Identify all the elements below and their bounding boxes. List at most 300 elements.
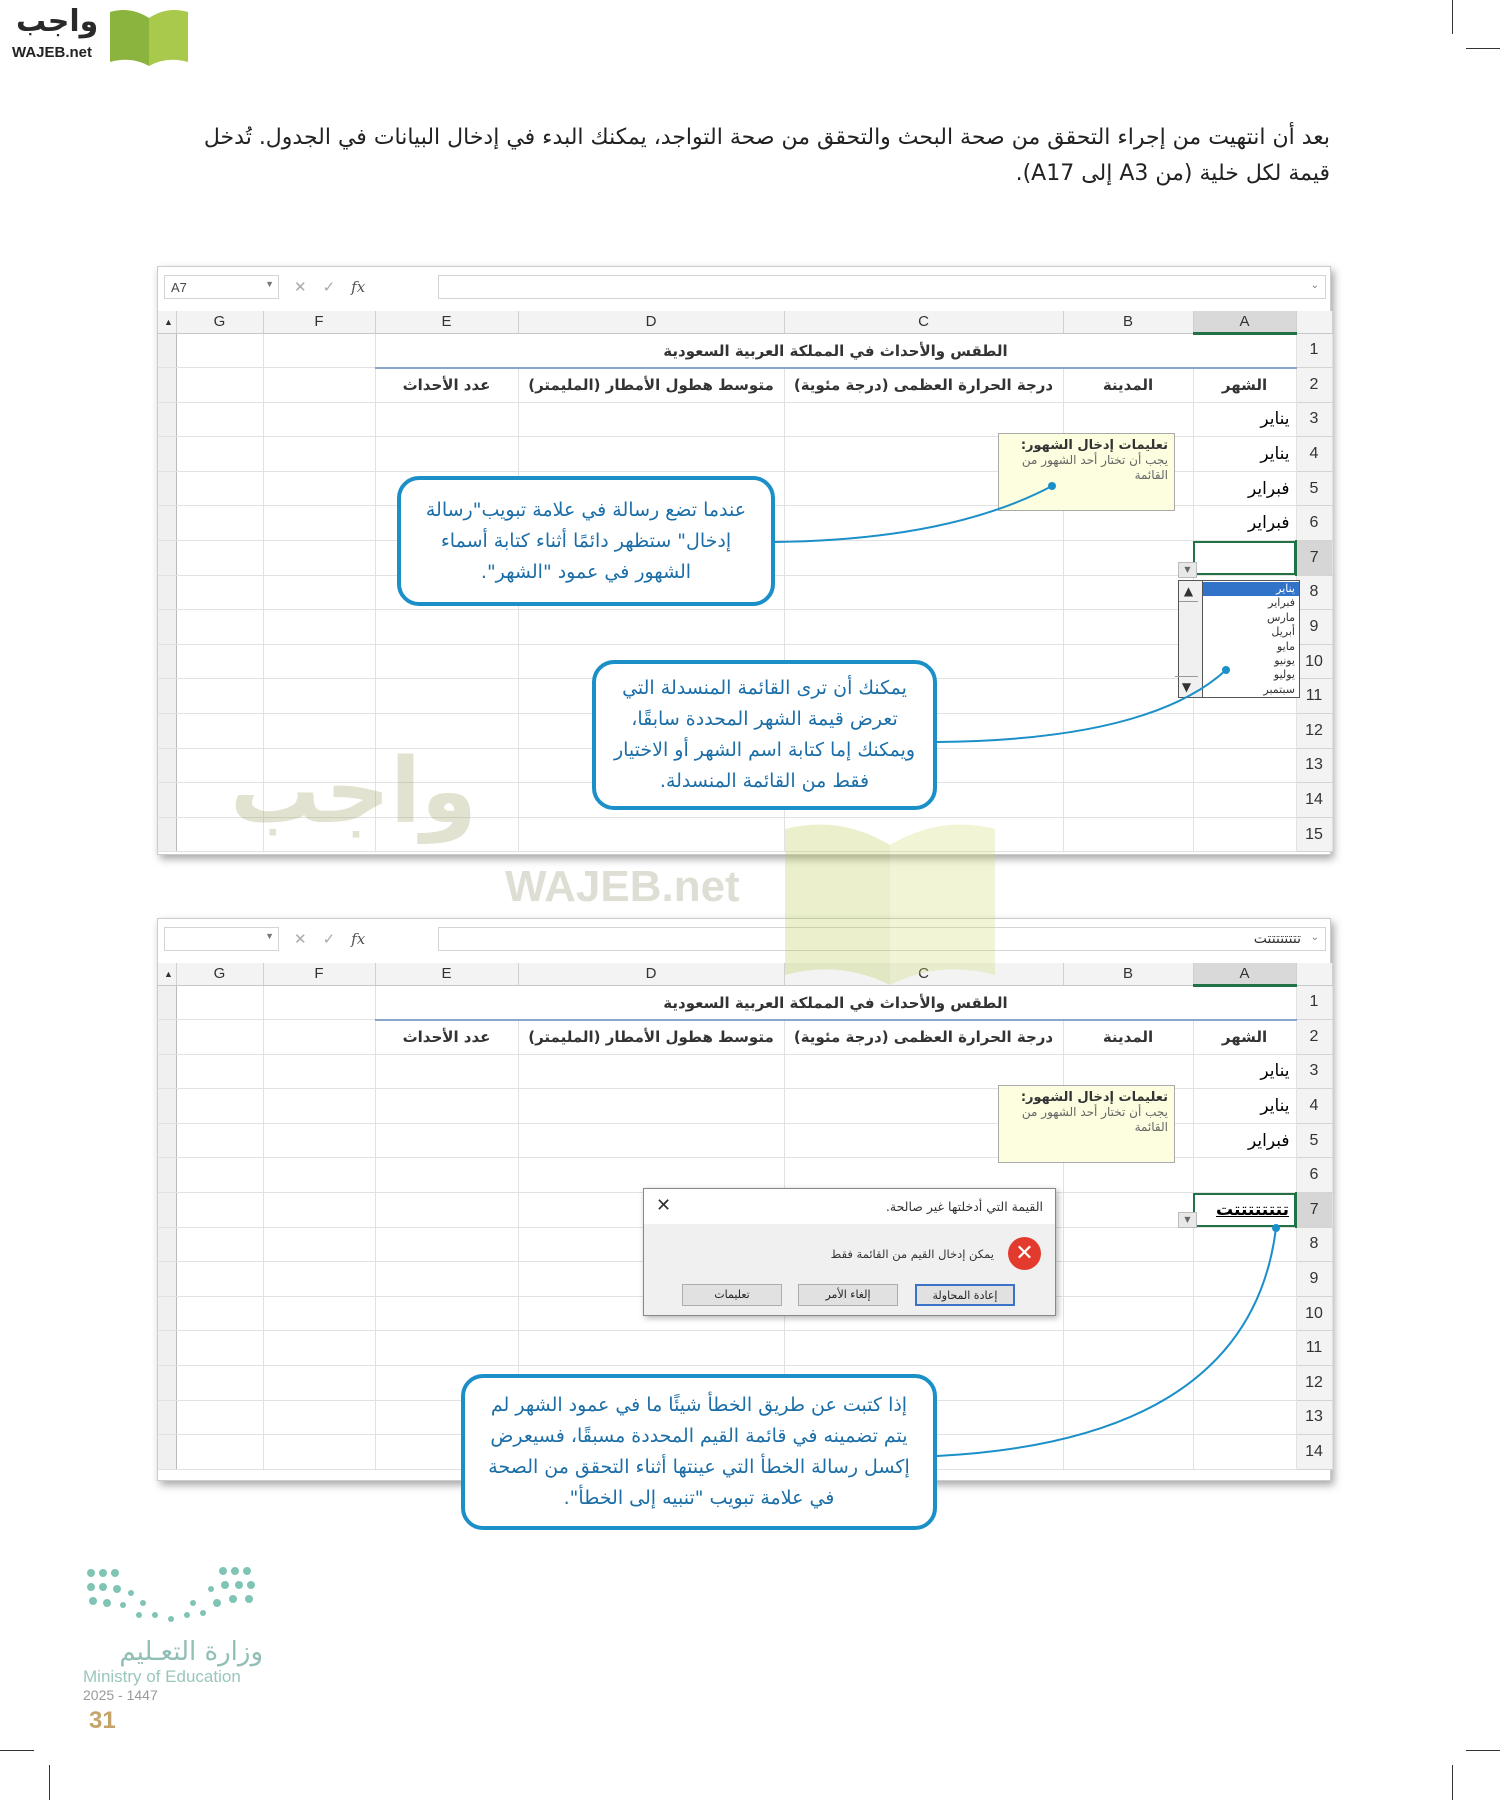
- crop-mark: [1452, 1765, 1453, 1800]
- scrollbar-track[interactable]: [158, 714, 176, 749]
- formula-bar-input[interactable]: [438, 927, 1326, 951]
- select-all-corner[interactable]: [1296, 963, 1332, 985]
- cell[interactable]: [176, 437, 263, 472]
- year-label: 2025 - 1447: [83, 1687, 158, 1703]
- cell[interactable]: [263, 333, 375, 368]
- row-header-5[interactable]: 5: [1296, 471, 1332, 506]
- cell[interactable]: [375, 1089, 518, 1124]
- cell[interactable]: [1063, 714, 1193, 749]
- error-message: يمكن إدخال القيم من القائمة فقط: [830, 1246, 994, 1261]
- scrollbar-track[interactable]: [158, 333, 176, 368]
- cell[interactable]: [176, 610, 263, 645]
- cell[interactable]: [1063, 1366, 1193, 1401]
- scrollbar-track[interactable]: [158, 679, 176, 714]
- sheet-row: [158, 610, 1332, 645]
- cell[interactable]: [263, 783, 375, 818]
- cell[interactable]: [263, 1123, 375, 1158]
- cell-a13[interactable]: [1193, 748, 1296, 783]
- column-header-c[interactable]: C: [784, 963, 1063, 985]
- input-message-tooltip: [998, 433, 1175, 511]
- dropdown-scrollbar[interactable]: [1179, 581, 1203, 697]
- column-header-b[interactable]: B: [1063, 963, 1193, 985]
- callout-error: إذا كتبت عن طريق الخطأ شيئًا ما في عمود الشهر لم يتم تضمينه في قائمة القيم المحددة مسبقًا، فسيعرض إكسل رسالة الخطأ التي عينتها أثناء التحقق من الصحة في علامة تبويب "تنبيه إلى الخطأ".: [461, 1374, 937, 1530]
- cell[interactable]: [263, 1089, 375, 1124]
- cell[interactable]: [1063, 1296, 1193, 1331]
- header-cell-e[interactable]: عدد الأحداث: [375, 1020, 518, 1055]
- row-header-4[interactable]: 4: [1296, 1089, 1332, 1124]
- chevron-down-icon[interactable]: ▼: [265, 931, 274, 941]
- dropdown-arrow-button[interactable]: ▼: [1178, 562, 1197, 578]
- cell[interactable]: [176, 748, 263, 783]
- cell[interactable]: [176, 1296, 263, 1331]
- cell[interactable]: [263, 1435, 375, 1470]
- crop-mark: [49, 1765, 50, 1800]
- sheet-row: [158, 985, 1332, 1020]
- cell[interactable]: [784, 541, 1063, 576]
- tooltip-title: تعليمات إدخال الشهور:: [1020, 1090, 1168, 1105]
- scroll-up-icon[interactable]: ▲: [1179, 581, 1198, 602]
- cell[interactable]: [1063, 1400, 1193, 1435]
- cell-a7[interactable]: تتتتتتتتت: [1193, 1193, 1296, 1228]
- cell[interactable]: [1063, 541, 1193, 576]
- scrollbar-track[interactable]: [158, 783, 176, 818]
- header-cell-d[interactable]: متوسط هطول الأمطار (المليمتر): [518, 368, 784, 403]
- ministry-name-ar: وزارة التعـليم: [119, 1637, 263, 1667]
- cell[interactable]: [784, 506, 1063, 541]
- cell[interactable]: [263, 644, 375, 679]
- scrollbar-track[interactable]: [158, 437, 176, 472]
- help-button[interactable]: تعليمات: [682, 1284, 782, 1306]
- scrollbar-track[interactable]: [158, 748, 176, 783]
- cell-a3[interactable]: يناير: [1193, 1054, 1296, 1089]
- column-header-e[interactable]: E: [375, 311, 518, 333]
- cell[interactable]: [176, 368, 263, 403]
- row-header-5[interactable]: 5: [1296, 1123, 1332, 1158]
- cell[interactable]: [263, 714, 375, 749]
- cell[interactable]: [263, 575, 375, 610]
- scrollbar-track[interactable]: [158, 1262, 176, 1297]
- cell[interactable]: [263, 1158, 375, 1193]
- scrollbar-track[interactable]: [158, 368, 176, 403]
- cell[interactable]: [1063, 1435, 1193, 1470]
- row-header-10[interactable]: 10: [1296, 644, 1332, 679]
- cell[interactable]: [263, 610, 375, 645]
- cell[interactable]: [176, 1123, 263, 1158]
- sheet-row: [158, 1020, 1332, 1055]
- formula-bar-input[interactable]: [438, 275, 1326, 299]
- cell[interactable]: [176, 817, 263, 852]
- cell-a7[interactable]: [1193, 541, 1296, 576]
- row-header-8[interactable]: 8: [1296, 1227, 1332, 1262]
- cell[interactable]: [1063, 1193, 1193, 1228]
- cell-a5[interactable]: فبراير: [1193, 471, 1296, 506]
- dropdown-option[interactable]: مارس: [1267, 610, 1295, 624]
- cell[interactable]: [176, 1227, 263, 1262]
- dropdown-option[interactable]: مايو: [1277, 639, 1295, 653]
- scrollbar-track[interactable]: [158, 1193, 176, 1228]
- cell[interactable]: [263, 817, 375, 852]
- cell[interactable]: [176, 471, 263, 506]
- cell[interactable]: [784, 1054, 1063, 1089]
- cell[interactable]: [375, 714, 518, 749]
- cancel-button[interactable]: إلغاء الأمر: [798, 1284, 898, 1306]
- cell[interactable]: [784, 817, 1063, 852]
- cell-a6[interactable]: فبراير: [1193, 506, 1296, 541]
- cell[interactable]: [375, 1123, 518, 1158]
- cell[interactable]: [1063, 1158, 1193, 1193]
- scroll-down-icon[interactable]: ▼: [1175, 676, 1198, 697]
- cell-a8[interactable]: [1193, 1227, 1296, 1262]
- cell[interactable]: [263, 368, 375, 403]
- cell[interactable]: [263, 748, 375, 783]
- select-all-corner[interactable]: [1296, 311, 1332, 333]
- cell[interactable]: [176, 985, 263, 1020]
- cell[interactable]: [263, 541, 375, 576]
- row-header-8[interactable]: 8: [1296, 575, 1332, 610]
- cell[interactable]: [375, 1054, 518, 1089]
- cell-a13[interactable]: [1193, 1400, 1296, 1435]
- row-header-11[interactable]: 11: [1296, 679, 1332, 714]
- sheet-row: [158, 817, 1332, 852]
- row-header-6[interactable]: 6: [1296, 1158, 1332, 1193]
- cell[interactable]: [375, 1296, 518, 1331]
- ministry-name-en: Ministry of Education: [83, 1667, 241, 1686]
- close-icon[interactable]: ✕: [656, 1195, 672, 1216]
- sheet-row: [158, 368, 1332, 403]
- cell-a12[interactable]: [1193, 1366, 1296, 1401]
- row-header-1[interactable]: 1: [1296, 333, 1332, 368]
- scrollbar-track[interactable]: [158, 1400, 176, 1435]
- scrollbar-track[interactable]: [158, 402, 176, 437]
- crop-mark: [1466, 48, 1500, 49]
- cell[interactable]: [176, 541, 263, 576]
- cell[interactable]: [1063, 1054, 1193, 1089]
- cell[interactable]: [176, 1331, 263, 1366]
- cell[interactable]: [518, 437, 784, 472]
- cell[interactable]: [518, 610, 784, 645]
- cell[interactable]: [375, 783, 518, 818]
- cell-a14[interactable]: [1193, 783, 1296, 818]
- scrollbar-track[interactable]: [158, 644, 176, 679]
- tooltip-body: يجب أن تختار أحد الشهور من القائمة: [1021, 1105, 1168, 1134]
- cell[interactable]: [176, 1054, 263, 1089]
- cell[interactable]: [1063, 644, 1193, 679]
- cell[interactable]: [518, 1331, 784, 1366]
- header-cell-e[interactable]: عدد الأحداث: [375, 368, 518, 403]
- scrollbar-track[interactable]: [158, 541, 176, 576]
- cell[interactable]: [1063, 1331, 1193, 1366]
- cell[interactable]: [375, 1193, 518, 1228]
- tooltip-body: يجب أن تختار أحد الشهور من القائمة: [1021, 453, 1168, 482]
- cell[interactable]: [263, 679, 375, 714]
- header-cell-c[interactable]: درجة الحرارة العظمى (درجة مئوية): [784, 1020, 1063, 1055]
- cell[interactable]: [375, 1331, 518, 1366]
- sheet-row: [158, 1054, 1332, 1089]
- sheet-row: [158, 1331, 1332, 1366]
- cell[interactable]: [1063, 748, 1193, 783]
- cell[interactable]: [263, 1331, 375, 1366]
- cell[interactable]: [263, 1366, 375, 1401]
- cell[interactable]: [1063, 506, 1193, 541]
- ministry-logo: [83, 1563, 273, 1743]
- cell[interactable]: [263, 402, 375, 437]
- header-cell-c[interactable]: درجة الحرارة العظمى (درجة مئوية): [784, 368, 1063, 403]
- tooltip-title: تعليمات إدخال الشهور:: [1020, 438, 1168, 453]
- cell[interactable]: [784, 1331, 1063, 1366]
- scrollbar-track[interactable]: [158, 1089, 176, 1124]
- error-dialog-title: القيمة التي أدخلتها غير صالحة.: [885, 1199, 1043, 1214]
- column-header-d[interactable]: D: [518, 963, 784, 985]
- cell[interactable]: [375, 644, 518, 679]
- cell-a5[interactable]: فبراير: [1193, 1123, 1296, 1158]
- row-header-13[interactable]: 13: [1296, 1400, 1332, 1435]
- row-header-12[interactable]: 12: [1296, 714, 1332, 749]
- crop-mark: [1466, 1750, 1500, 1751]
- cell[interactable]: [176, 1366, 263, 1401]
- cell-a10[interactable]: [1193, 1296, 1296, 1331]
- cell[interactable]: [518, 1054, 784, 1089]
- cell[interactable]: [1063, 402, 1193, 437]
- cell[interactable]: [176, 575, 263, 610]
- scrollbar-track[interactable]: [158, 1054, 176, 1089]
- error-dialog-titlebar: [644, 1189, 1055, 1224]
- scrollbar-track[interactable]: [158, 1020, 176, 1055]
- callout-input-message: عندما تضع رسالة في علامة تبويب"رسالة إدخال" ستظهر دائمًا أثناء كتابة أسماء الشهور في عمود "الشهر".: [397, 476, 775, 606]
- scrollbar-track[interactable]: [158, 610, 176, 645]
- cell[interactable]: [263, 1020, 375, 1055]
- cell-a15[interactable]: [1193, 817, 1296, 852]
- cell[interactable]: [518, 1123, 784, 1158]
- scrollbar-track[interactable]: [158, 1366, 176, 1401]
- cell[interactable]: [375, 1262, 518, 1297]
- cell[interactable]: [263, 985, 375, 1020]
- scrollbar-track[interactable]: [158, 575, 176, 610]
- row-header-2[interactable]: 2: [1296, 368, 1332, 403]
- expand-formula-bar-icon[interactable]: ⌄: [1310, 280, 1319, 291]
- book-icon: [106, 6, 192, 66]
- cell-a3[interactable]: يناير: [1193, 402, 1296, 437]
- column-header-f[interactable]: F: [263, 963, 375, 985]
- cell[interactable]: [1063, 783, 1193, 818]
- cancel-entry-icon[interactable]: ✕: [294, 930, 307, 948]
- cell[interactable]: [263, 506, 375, 541]
- dropdown-option[interactable]: يوليو: [1273, 668, 1295, 682]
- header-cell-b[interactable]: المدينة: [1063, 1020, 1193, 1055]
- crop-mark: [0, 1750, 34, 1751]
- cell[interactable]: [176, 783, 263, 818]
- row-header-7[interactable]: 7: [1296, 541, 1332, 576]
- cell-a4[interactable]: يناير: [1193, 1089, 1296, 1124]
- cell[interactable]: [176, 1400, 263, 1435]
- column-header-a[interactable]: A: [1193, 311, 1296, 333]
- watermark-arabic: واجب: [230, 739, 477, 844]
- logo-arabic: واجب: [16, 4, 99, 39]
- scrollbar-track[interactable]: [158, 817, 176, 852]
- dropdown-option[interactable]: سبتمبر: [1263, 682, 1295, 696]
- cell[interactable]: [176, 1020, 263, 1055]
- page-number: 31: [89, 1707, 116, 1734]
- scrollbar-track[interactable]: [158, 985, 176, 1020]
- cell[interactable]: [176, 1435, 263, 1470]
- retry-button[interactable]: إعادة المحاولة: [915, 1284, 1015, 1306]
- header-cell-a[interactable]: الشهر: [1193, 368, 1296, 403]
- scrollbar-track[interactable]: [158, 1123, 176, 1158]
- cell[interactable]: [263, 1227, 375, 1262]
- error-icon: ✕: [1008, 1237, 1041, 1270]
- cell[interactable]: [176, 333, 263, 368]
- formula-value: تتتتتتتتت: [1253, 931, 1301, 947]
- cell[interactable]: [263, 1054, 375, 1089]
- cell[interactable]: [375, 679, 518, 714]
- cell-a9[interactable]: [1193, 1262, 1296, 1297]
- scrollbar-track[interactable]: [158, 471, 176, 506]
- cell-a11[interactable]: [1193, 1331, 1296, 1366]
- cancel-entry-icon[interactable]: ✕: [294, 278, 307, 296]
- row-header-3[interactable]: 3: [1296, 1054, 1332, 1089]
- expand-formula-bar-icon[interactable]: ⌄: [1310, 932, 1319, 943]
- row-header-6[interactable]: 6: [1296, 506, 1332, 541]
- cell[interactable]: [176, 402, 263, 437]
- cell[interactable]: [176, 679, 263, 714]
- cell-a6[interactable]: [1193, 1158, 1296, 1193]
- column-header-a[interactable]: A: [1193, 963, 1296, 985]
- logo-latin: WAJEB.net: [12, 44, 93, 61]
- dropdown-option[interactable]: يناير: [1203, 582, 1299, 596]
- row-header-9[interactable]: 9: [1296, 610, 1332, 645]
- wajeb-logo: [6, 4, 196, 68]
- error-dialog: [643, 1188, 1056, 1316]
- scrollbar-track[interactable]: [158, 1331, 176, 1366]
- row-header-11[interactable]: 11: [1296, 1331, 1332, 1366]
- sheet-title[interactable]: الطقس والأحداث في المملكة العربية السعودية: [375, 333, 1296, 368]
- cell[interactable]: [176, 1158, 263, 1193]
- cell[interactable]: [263, 1262, 375, 1297]
- sheet-title[interactable]: الطقس والأحداث في المملكة العربية السعودية: [375, 985, 1296, 1020]
- cell[interactable]: [176, 644, 263, 679]
- cell[interactable]: [1063, 610, 1193, 645]
- cell[interactable]: [518, 817, 784, 852]
- header-cell-a[interactable]: الشهر: [1193, 1020, 1296, 1055]
- dropdown-option[interactable]: فبراير: [1268, 596, 1295, 610]
- dropdown-option[interactable]: يونيو: [1274, 654, 1295, 668]
- row-header-15[interactable]: 15: [1296, 817, 1332, 852]
- column-header-g[interactable]: G: [176, 963, 263, 985]
- cell[interactable]: [784, 575, 1063, 610]
- dropdown-option[interactable]: أبريل: [1271, 625, 1295, 639]
- header-cell-b[interactable]: المدينة: [1063, 368, 1193, 403]
- column-header-f[interactable]: F: [263, 311, 375, 333]
- cell[interactable]: [1063, 679, 1193, 714]
- month-dropdown-list[interactable]: [1178, 580, 1300, 698]
- row-header-4[interactable]: 4: [1296, 437, 1332, 472]
- scrollbar-track[interactable]: [158, 1296, 176, 1331]
- cell[interactable]: [375, 748, 518, 783]
- row-header-9[interactable]: 9: [1296, 1262, 1332, 1297]
- column-header-b[interactable]: B: [1063, 311, 1193, 333]
- row-header-14[interactable]: 14: [1296, 783, 1332, 818]
- row-header-14[interactable]: 14: [1296, 1435, 1332, 1470]
- ministry-dots-icon: [83, 1563, 263, 1625]
- input-message-tooltip: [998, 1085, 1175, 1163]
- column-header-c[interactable]: C: [784, 311, 1063, 333]
- cell[interactable]: [263, 1400, 375, 1435]
- confirm-entry-icon[interactable]: ✓: [322, 278, 336, 296]
- scrollbar-track[interactable]: [158, 1158, 176, 1193]
- insert-function-icon[interactable]: fx: [351, 278, 366, 296]
- cell[interactable]: [176, 506, 263, 541]
- intro-line-1: بعد أن انتهيت من إجراء التحقق من صحة البحث والتحقق من صحة التواجد، يمكنك البدء في إدخال البيانات في الجدول. تُدخل: [203, 125, 1330, 150]
- cell[interactable]: [1063, 817, 1193, 852]
- cell[interactable]: [375, 817, 518, 852]
- cell[interactable]: [263, 1296, 375, 1331]
- column-header-e[interactable]: E: [375, 963, 518, 985]
- cell[interactable]: [784, 402, 1063, 437]
- intro-line-2: قيمة لكل خلية (من A3 إلى A17).: [1015, 161, 1330, 186]
- scrollbar-track[interactable]: [158, 506, 176, 541]
- cell[interactable]: [176, 1193, 263, 1228]
- insert-function-icon[interactable]: fx: [351, 930, 366, 948]
- crop-mark: [1452, 0, 1453, 34]
- cell[interactable]: [375, 402, 518, 437]
- cell[interactable]: [375, 1158, 518, 1193]
- row-header-3[interactable]: 3: [1296, 402, 1332, 437]
- cell[interactable]: [263, 437, 375, 472]
- cell[interactable]: [784, 610, 1063, 645]
- sheet-row: [158, 333, 1332, 368]
- cell[interactable]: [263, 1193, 375, 1228]
- header-cell-d[interactable]: متوسط هطول الأمطار (المليمتر): [518, 1020, 784, 1055]
- cell[interactable]: [176, 1089, 263, 1124]
- row-header-2[interactable]: 2: [1296, 1020, 1332, 1055]
- vertical-scrollbar[interactable]: ▲: [158, 311, 176, 333]
- cell[interactable]: [176, 714, 263, 749]
- cell[interactable]: [1063, 1262, 1193, 1297]
- intro-paragraph: [130, 120, 1330, 192]
- cell[interactable]: [518, 402, 784, 437]
- watermark-latin: WAJEB.net: [505, 862, 740, 911]
- sheet-row: [158, 402, 1332, 437]
- cell[interactable]: [518, 1089, 784, 1124]
- vertical-scrollbar[interactable]: ▲: [158, 963, 176, 985]
- row-header-13[interactable]: 13: [1296, 748, 1332, 783]
- scrollbar-track[interactable]: [158, 1435, 176, 1470]
- cell[interactable]: [375, 437, 518, 472]
- name-box[interactable]: [164, 927, 279, 951]
- cell-a14[interactable]: [1193, 1435, 1296, 1470]
- scrollbar-track[interactable]: [158, 1227, 176, 1262]
- confirm-entry-icon[interactable]: ✓: [322, 930, 336, 948]
- name-box[interactable]: [164, 275, 279, 299]
- cell[interactable]: [176, 1262, 263, 1297]
- row-header-1[interactable]: 1: [1296, 985, 1332, 1020]
- row-header-12[interactable]: 12: [1296, 1366, 1332, 1401]
- chevron-down-icon[interactable]: ▼: [265, 279, 274, 289]
- cell[interactable]: [263, 471, 375, 506]
- dropdown-arrow-button[interactable]: ▼: [1178, 1212, 1197, 1228]
- row-header-7[interactable]: 7: [1296, 1193, 1332, 1228]
- cell-a12[interactable]: [1193, 714, 1296, 749]
- cell-a4[interactable]: يناير: [1193, 437, 1296, 472]
- cell[interactable]: [375, 610, 518, 645]
- column-header-d[interactable]: D: [518, 311, 784, 333]
- callout-dropdown: يمكنك أن ترى القائمة المنسدلة التي تعرض قيمة الشهر المحددة سابقًا، ويمكنك إما كتابة اسم الشهر أو الاختيار فقط من القائمة المنسدلة.: [592, 660, 937, 810]
- name-box-value: A7: [171, 280, 187, 295]
- row-header-10[interactable]: 10: [1296, 1296, 1332, 1331]
- cell[interactable]: [1063, 1227, 1193, 1262]
- cell[interactable]: [375, 1227, 518, 1262]
- cell[interactable]: [1063, 575, 1193, 610]
- column-header-g[interactable]: G: [176, 311, 263, 333]
